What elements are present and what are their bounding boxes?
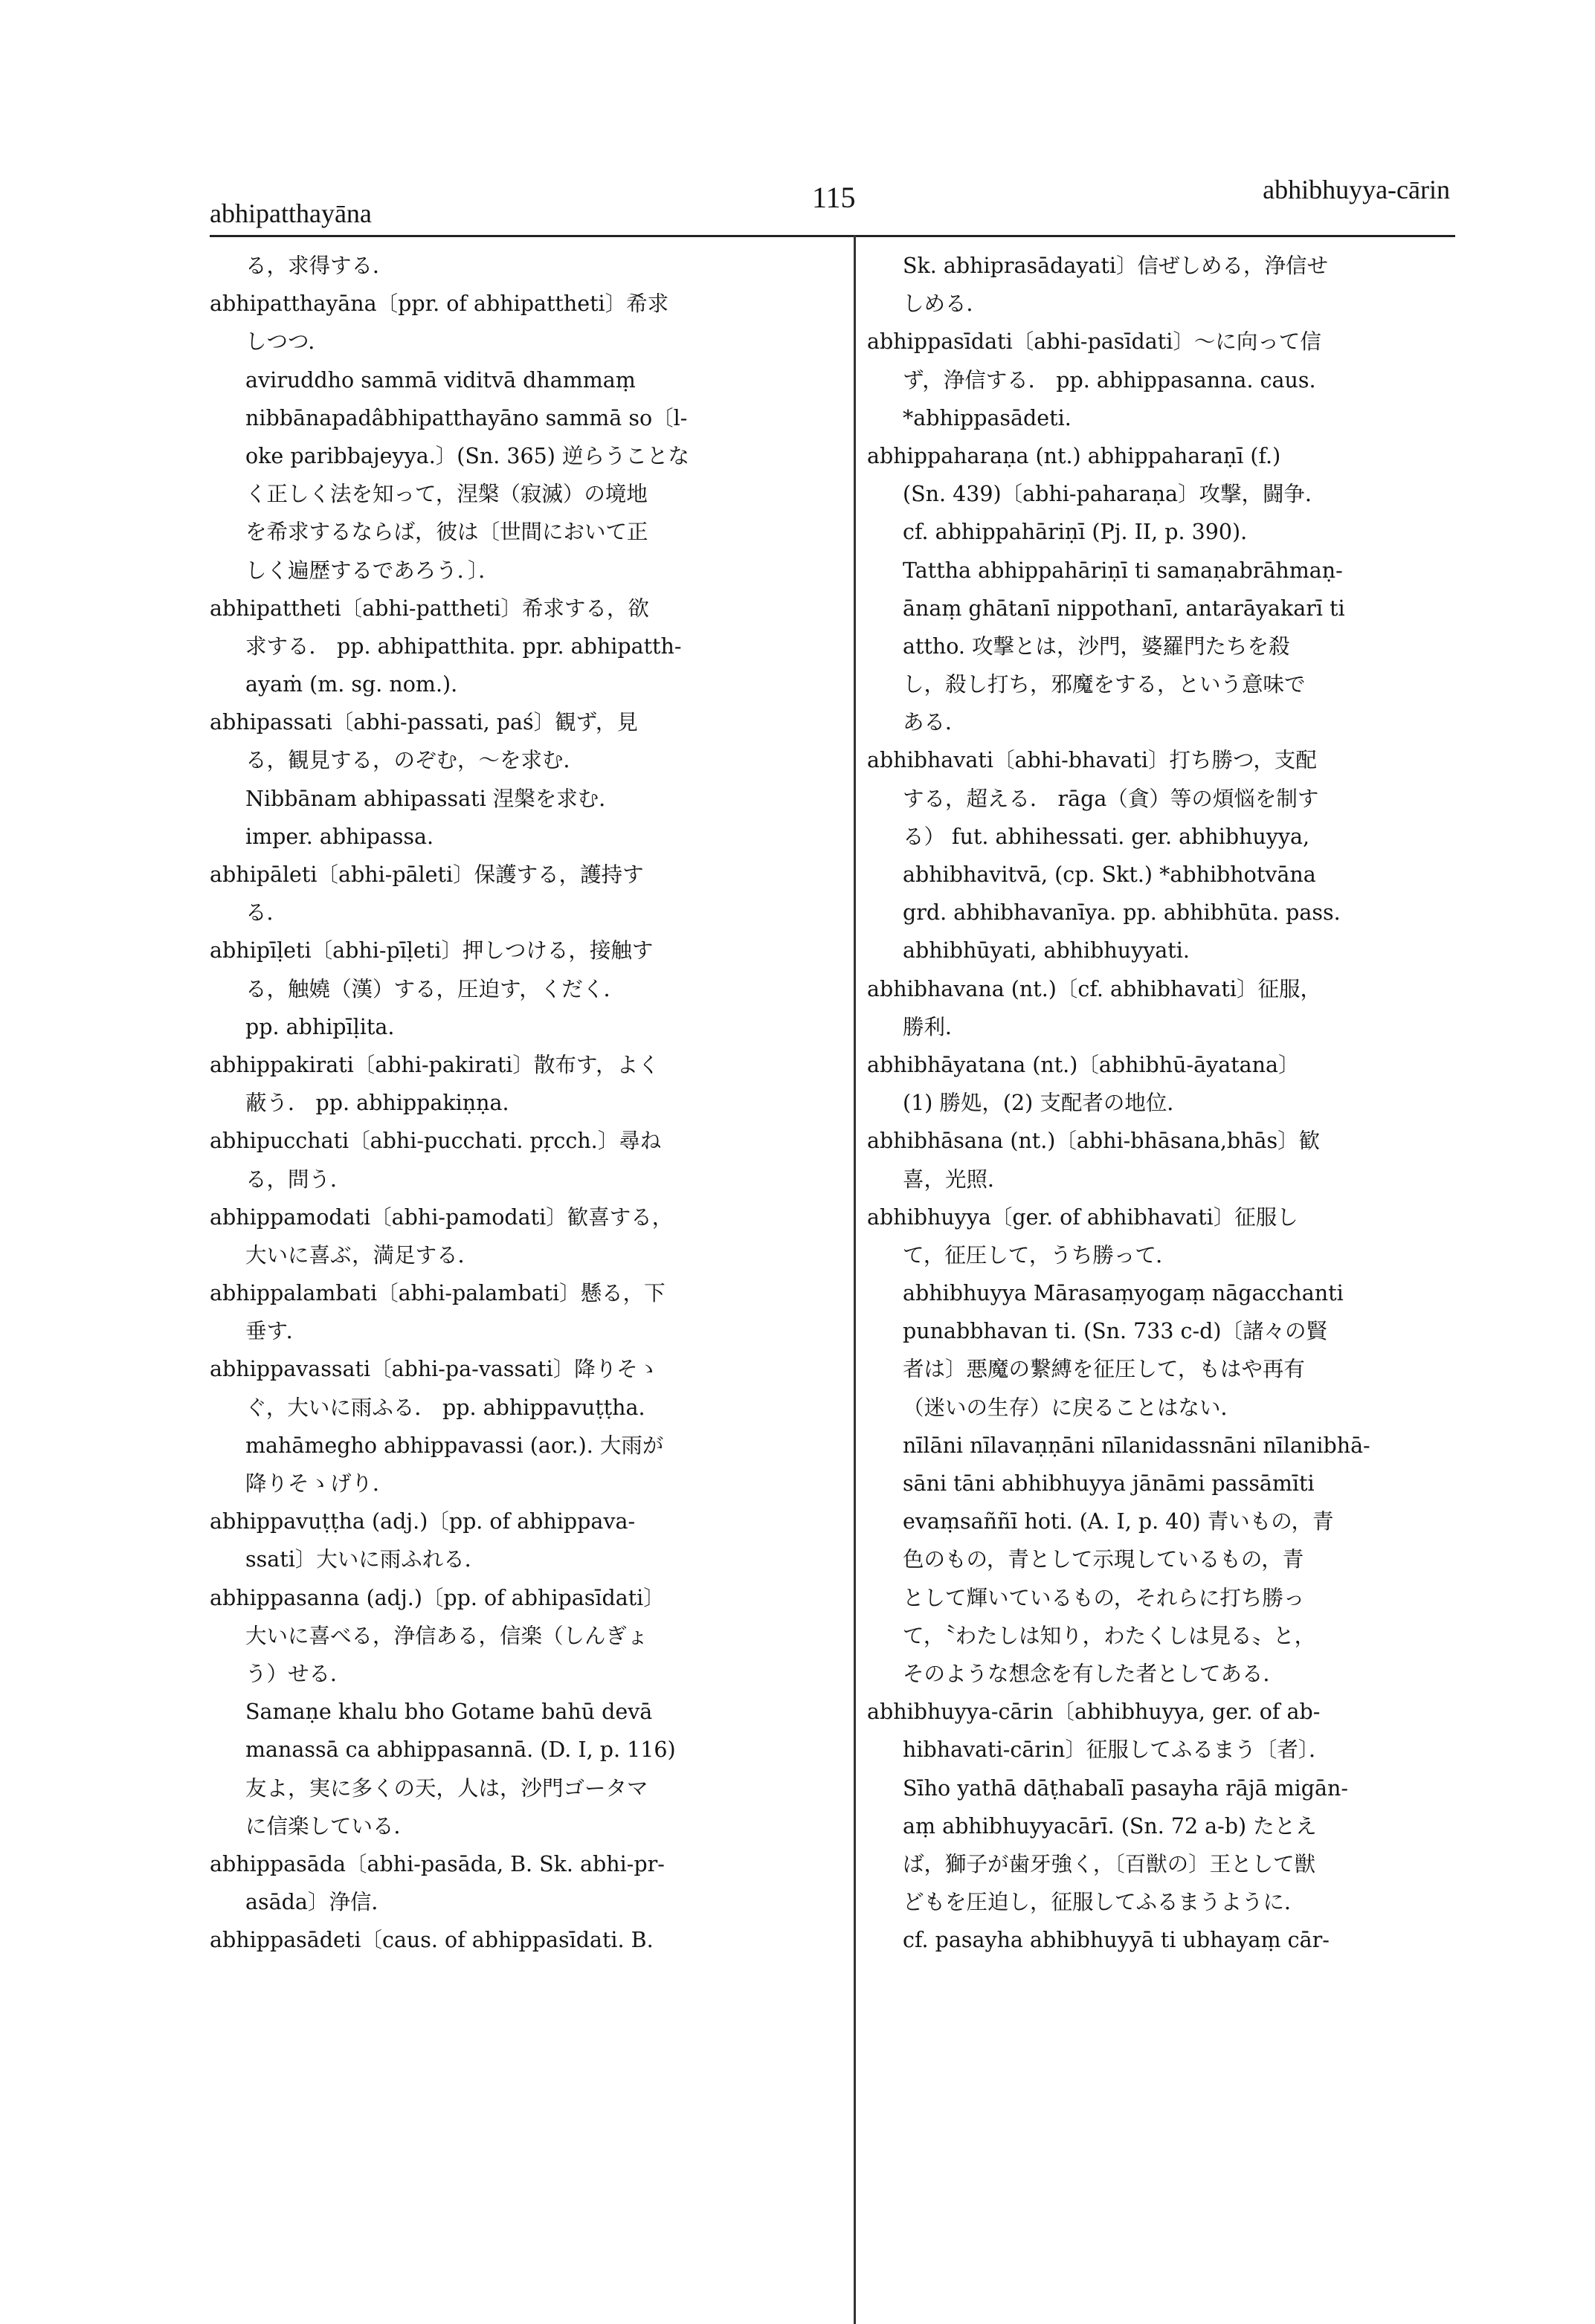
- entry-text-line: 色のもの，青として示現しているもの，青: [903, 1547, 1304, 1572]
- entry-text-line: る，触嬈（漢）する，圧迫す，くだく．: [245, 976, 625, 1001]
- entry-text-line: ある．: [903, 710, 967, 735]
- entry-text-line: aṃ abhibhuyyacārī. (Sn. 72 a-b) たとえ: [903, 1813, 1317, 1839]
- entry-text-line: nibbānapadâbhipatthayāno sammā so〔l-: [245, 405, 688, 430]
- entry-text-line: evaṃsaññī hoti. (A. I, p. 40) 青いもの，青: [903, 1509, 1334, 1534]
- entry-text-line: hibhavati-cārin〕征服してふるまう〔者〕．: [903, 1737, 1330, 1763]
- entry-text-line: 勝利．: [903, 1014, 967, 1039]
- entry-text-line: 大いに喜ぶ，満足する．: [245, 1242, 480, 1268]
- left-column: [210, 247, 839, 1959]
- entry-text-line: nīlāni nīlavaṇṇāni nīlanidassnāni nīlanibhā-: [903, 1433, 1370, 1458]
- entry-text-line: く正しく法を知って，涅槃（寂滅）の境地: [245, 482, 648, 507]
- entry-headword-line: abhippavuṭṭha (adj.)〔pp. of abhippava-: [210, 1509, 636, 1534]
- entry-headword-line: abhippakirati〔abhi-pakirati〕散布す，よく: [210, 1052, 660, 1077]
- entry-headword-line: abhippasanna (adj.)〔pp. of abhipasīdati〕: [210, 1585, 665, 1610]
- entry-headword-line: abhippamodati〔abhi-pamodati〕歓喜する，: [210, 1204, 674, 1230]
- entry-text-line: abhibhūyati, abhibhuyyati.: [903, 938, 1190, 964]
- entry-text-line: attho. 攻撃とは，沙門，婆羅門たちを殺: [903, 633, 1290, 659]
- entry-text-line: grd. abhibhavanīya. pp. abhibhūta. pass.: [903, 900, 1341, 926]
- scan-speck: [125, 980, 152, 986]
- entry-text-line: mahāmegho abhippavassi (aor.). 大雨が: [245, 1433, 664, 1458]
- entry-headword-line: abhibhavana (nt.)〔cf. abhibhavati〕征服，: [867, 976, 1321, 1001]
- entry-text-line: Samaṇe khalu bho Gotame bahū devā: [245, 1700, 653, 1725]
- entry-text-line: 友よ，実に多くの天，人は，沙門ゴータマ: [245, 1775, 648, 1801]
- entry-text-line: る） fut. abhihessati. ger. abhibhuyya,: [903, 824, 1310, 849]
- entry-text-line: punabbhavan ti. (Sn. 733 c-d)〔諸々の賢: [903, 1319, 1328, 1344]
- entry-text-line: する，超える． rāga（貪）等の煩悩を制す: [903, 786, 1319, 811]
- running-head-right: abhibhuyya-cārin: [1263, 175, 1450, 204]
- entry-text-line: abhibhuyya Mārasaṃyogaṃ nāgacchanti: [903, 1281, 1344, 1306]
- entry-text-line: asāda〕浄信．: [245, 1890, 393, 1915]
- entry-text-line: （迷いの生存）に戻ることはない．: [903, 1395, 1243, 1420]
- entry-text-line: (Sn. 439)〔abhi-paharaṇa〕攻撃，闘争．: [903, 482, 1327, 507]
- entry-text-line: そのような想念を有した者としてある．: [903, 1661, 1285, 1686]
- running-head-left: abhipatthayāna: [210, 198, 372, 228]
- entry-text-line: て，〝わたしは知り，わたくしは見る〟と，: [903, 1623, 1316, 1648]
- entry-text-line: 蔽う． pp. abhippakiṇṇa.: [245, 1091, 509, 1116]
- entry-text-line: Nibbānam abhipassati 涅槃を求む．: [245, 786, 620, 811]
- right-column: [867, 247, 1458, 1959]
- entry-text-line: しつつ．: [245, 329, 329, 355]
- entry-text-line: ず，浄信する． pp. abhippasanna. caus.: [903, 367, 1316, 393]
- entry-headword-line: abhipatthayāna〔ppr. of abhipattheti〕希求: [210, 291, 669, 317]
- entry-text-line: aviruddho sammā viditvā dhammaṃ: [245, 367, 636, 393]
- entry-text-line: どもを圧迫し，征服してふるまうように．: [903, 1890, 1306, 1915]
- entry-text-line: cf. abhippahāriṇī (Pj. II, p. 390).: [903, 520, 1248, 545]
- entry-text-line: *abhippasādeti.: [903, 405, 1072, 430]
- entry-text-line: manassā ca abhippasannā. (D. I, p. 116): [245, 1737, 676, 1763]
- entry-text-line: ssati〕大いに雨ふれる．: [245, 1547, 486, 1572]
- entry-headword-line: abhippasāda〔abhi-pasāda, B. Sk. abhi-pr-: [210, 1851, 665, 1876]
- entry-text-line: ば，獅子が歯牙強く，〔百獣の〕王として獣: [903, 1851, 1316, 1876]
- entry-text-line: て，征圧して，うち勝って．: [903, 1242, 1177, 1268]
- entry-headword-line: abhipassati〔abhi-passati, paś〕観ず，見: [210, 710, 638, 735]
- page-number: 115: [812, 181, 856, 214]
- entry-text-line: し，殺し打ち，邪魔をする，という意味で: [903, 672, 1306, 697]
- entry-headword-line: abhibhavati〔abhi-bhavati〕打ち勝つ，支配: [867, 748, 1317, 773]
- entry-headword-line: abhibhāsana (nt.)〔abhi-bhāsana,bhās〕歓: [867, 1129, 1321, 1154]
- entry-text-line: Sk. abhiprasādayati〕信ぜしめる，浄信せ: [903, 254, 1328, 278]
- entry-headword-line: abhipattheti〔abhi-pattheti〕希求する，欲: [210, 595, 649, 621]
- entry-text-line: abhibhavitvā, (cp. Skt.) *abhibhotvāna: [903, 862, 1316, 887]
- entry-text-line: imper. abhipassa.: [245, 824, 434, 849]
- entry-text-line: しめる．: [903, 291, 988, 317]
- entry-text-line: 降りそゝげり．: [245, 1471, 394, 1496]
- entry-text-line: ānaṃ ghātanī nippothanī, antarāyakarī ti: [903, 595, 1345, 621]
- entry-text-line: 求する． pp. abhipatthita. ppr. abhipatth-: [245, 633, 682, 659]
- entry-text-line: を希求するならば，彼は〔世間において正: [245, 520, 648, 545]
- header-rule: [210, 235, 1455, 237]
- entry-text-line: pp. abhipīḷita.: [245, 1014, 395, 1039]
- entry-text-line: 大いに喜べる，浄信ある，信楽（しんぎょ: [245, 1623, 648, 1648]
- entry-headword-line: abhippasīdati〔abhi-pasīdati〕～に向って信: [867, 329, 1321, 355]
- entry-headword-line: abhibhāyatana (nt.)〔abhibhū-āyatana〕: [867, 1052, 1300, 1077]
- entry-headword-line: abhippasādeti〔caus. of abhippasīdati. B.: [210, 1928, 654, 1953]
- entry-text-line: る，観見する，のぞむ，～を求む．: [245, 748, 585, 773]
- entry-text-line: ぐ，大いに雨ふる． pp. abhippavuṭṭha.: [245, 1395, 645, 1420]
- entry-text-line: ayaṁ (m. sg. nom.).: [245, 672, 458, 697]
- entry-text-line: cf. pasayha abhibhuyyā ti ubhayaṃ cār-: [903, 1928, 1330, 1953]
- entry-headword-line: abhippalambati〔abhi-palambati〕懸る，下: [210, 1281, 666, 1306]
- entry-text-line: る，求得する．: [245, 254, 394, 278]
- entry-headword-line: abhippaharaṇa (nt.) abhippaharaṇī (f.): [867, 443, 1281, 468]
- entry-headword-line: abhibhuyya-cārin〔abhibhuyya, ger. of ab-: [867, 1700, 1321, 1725]
- entry-text-line: 垂す．: [245, 1319, 308, 1344]
- entry-text-line: (1) 勝処，(2) 支配者の地位．: [903, 1091, 1188, 1116]
- entry-text-line: Sīho yathā dāṭhabalī pasayha rājā migān-: [903, 1775, 1348, 1801]
- entry-text-line: oke paribbajeyya.〕(Sn. 365) 逆らうことな: [245, 443, 689, 468]
- entry-text-line: sāni tāni abhibhuyya jānāmi passāmīti: [903, 1471, 1315, 1496]
- entry-text-line: る，問う．: [245, 1166, 352, 1192]
- entry-headword-line: abhipāleti〔abhi-pāleti〕保護する，護持す: [210, 862, 644, 887]
- entry-text-line: に信楽している．: [245, 1813, 416, 1839]
- entry-headword-line: abhipīḷeti〔abhi-pīḷeti〕押しつける，接触す: [210, 938, 654, 964]
- entry-text-line: しく遍歴するであろう．〕．: [245, 558, 500, 583]
- entry-text-line: 喜，光照．: [903, 1166, 1009, 1192]
- entry-text-line: Tattha abhippahāriṇī ti samaṇabrāhmaṇ-: [903, 558, 1343, 583]
- entry-text-line: る．: [245, 900, 289, 926]
- entry-text-line: 者は〕悪魔の繋縛を征圧して，もはや再有: [903, 1357, 1305, 1382]
- entry-text-line: として輝いているもの，それらに打ち勝っ: [903, 1585, 1305, 1610]
- entry-text-line: う）せる．: [245, 1661, 352, 1686]
- column-divider: [854, 235, 856, 2324]
- entry-headword-line: abhippavassati〔abhi-pa-vassati〕降りそゝ: [210, 1357, 660, 1382]
- entry-headword-line: abhibhuyya〔ger. of abhibhavati〕征服し: [867, 1204, 1298, 1230]
- entry-headword-line: abhipucchati〔abhi-pucchati. pṛcch.〕尋ね: [210, 1129, 662, 1154]
